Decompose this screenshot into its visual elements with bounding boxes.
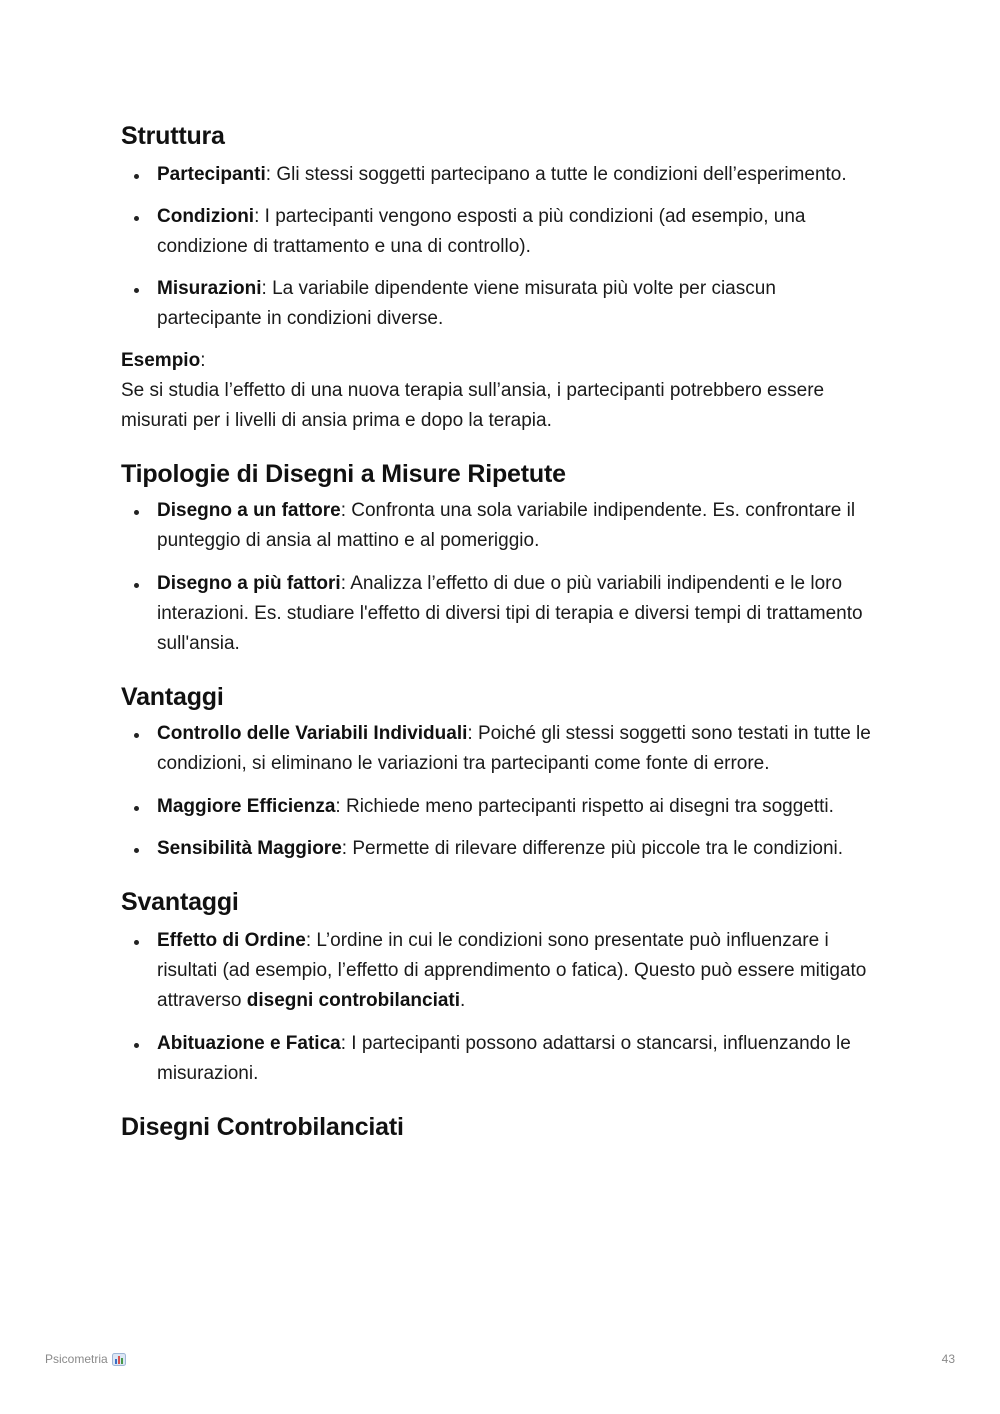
list-item [121,569,881,659]
footer-title [45,1352,126,1366]
list-item-term: Misurazioni [157,278,262,299]
list-item-text: : La variabile dipendente viene misurata più volte per ciascun partecipante in condizioni diverse. [157,278,776,329]
list-item-bold-tail: disegni controbilanciati [246,990,461,1011]
list-item [121,160,881,190]
footer-title-text: Psicometria [45,1352,108,1366]
section-title-struttura: Struttura [121,122,225,150]
list-item-term: Sensibilità Maggiore [157,838,342,859]
section-title-controbilanciati: Disegni Controbilanciati [121,1113,404,1141]
list-item [121,834,881,864]
list-item [121,202,881,262]
example-colon: : [200,350,206,371]
list-item-term: Condizioni [157,206,255,227]
list-item-term: Partecipanti [157,164,266,185]
section-title-vantaggi: Vantaggi [121,683,224,711]
list-item [121,496,881,556]
list-item-term: Disegno a un fattore [157,500,341,521]
list-item-text: : I partecipanti possono adattarsi o stancarsi, influenzando le misurazioni. [157,1033,851,1084]
list-item-text: : I partecipanti vengono esposti a più condizioni (ad esempio, una condizione di trattamento e una di controllo). [157,206,806,257]
list-item-term: Abituazione e Fatica [157,1033,341,1054]
list-item-text: : L’ordine in cui le condizioni sono presentate può influenzare i risultati (ad esempio, l’effetto di apprendimento o fatica). Questo può essere mitigato attraverso [157,930,867,1011]
list-item-text: : Richiede meno partecipanti rispetto ai disegni tra soggetti. [335,796,834,817]
list-item-text: : Analizza l’effetto di due o più variabili indipendenti e le loro interazioni. Es. studiare l'effetto di diversi tipi di terapia e diversi tempi di trattamento sull'ansia. [157,573,863,654]
page-content [121,118,881,1145]
section-title-tipologie: Tipologie di Disegni a Misure Ripetute [121,460,566,488]
list-item [121,926,881,1016]
example-label: Esempio [121,350,201,371]
tipologie-list [121,496,881,659]
example-paragraph [121,346,881,376]
list-item-text: : Gli stessi soggetti partecipano a tutte le condizioni dell’esperimento. [265,164,847,185]
list-item-text: : Poiché gli stessi soggetti sono testati in tutte le condizioni, si eliminano le variazioni tra partecipanti come fonte di errore. [157,723,871,774]
list-item-text: : Permette di rilevare differenze più piccole tra le condizioni. [341,838,844,859]
struttura-list [121,160,881,334]
section-title-svantaggi: Svantaggi [121,888,239,916]
list-item-term: Disegno a più fattori [157,573,341,594]
list-item-term: Maggiore Efficienza [157,796,336,817]
list-item [121,719,881,779]
list-item [121,792,881,822]
vantaggi-list [121,719,881,864]
list-item-term: Effetto di Ordine [157,930,306,951]
list-item-text: : Confronta una sola variabile indipendente. Es. confrontare il punteggio di ansia al mattino e al pomeriggio. [157,500,856,551]
list-item [121,1029,881,1089]
list-item [121,274,881,334]
list-item-tail: . [460,990,466,1011]
svantaggi-list [121,926,881,1089]
example-text: Se si studia l’effetto di una nuova terapia sull’ansia, i partecipanti potrebbero essere misurati per i livelli di ansia prima e dopo la terapia. [121,380,825,431]
bar-chart-icon [112,1353,126,1366]
page-number: 43 [941,1352,955,1366]
list-item-term: Controllo delle Variabili Individuali [157,723,468,744]
